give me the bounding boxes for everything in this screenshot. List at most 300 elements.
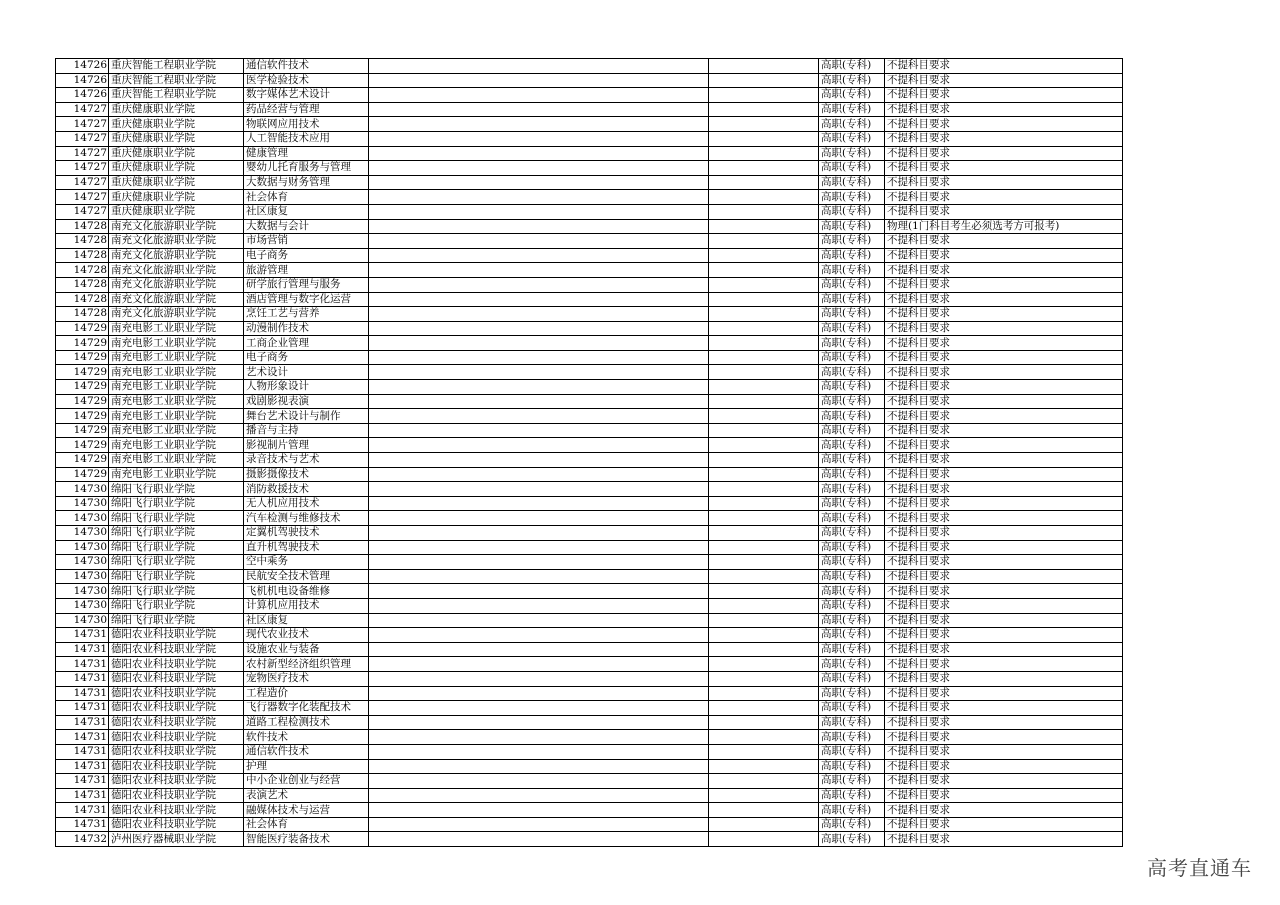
row-school-cell: 南充文化旅游职业学院 xyxy=(109,292,244,307)
watermark-text: 高考直通车 xyxy=(1147,856,1252,880)
row-blank-cell xyxy=(709,102,819,117)
table-row xyxy=(56,686,1123,701)
row-blank-cell xyxy=(709,496,819,511)
table-row xyxy=(56,540,1123,555)
table-row xyxy=(56,438,1123,453)
row-blank-cell xyxy=(369,307,709,322)
row-code-cell: 14729 xyxy=(56,423,109,438)
row-requirement-cell: 不提科目要求 xyxy=(885,409,1123,424)
table-row xyxy=(56,555,1123,570)
row-code-cell: 14729 xyxy=(56,350,109,365)
row-level-cell: 高职(专科) xyxy=(819,744,885,759)
row-level-cell: 高职(专科) xyxy=(819,686,885,701)
row-school-cell: 德阳农业科技职业学院 xyxy=(109,803,244,818)
row-level-cell: 高职(专科) xyxy=(819,482,885,497)
row-school-cell: 德阳农业科技职业学院 xyxy=(109,642,244,657)
row-blank-cell xyxy=(709,511,819,526)
row-requirement-cell: 不提科目要求 xyxy=(885,438,1123,453)
row-requirement-cell: 不提科目要求 xyxy=(885,569,1123,584)
row-school-cell: 重庆健康职业学院 xyxy=(109,204,244,219)
row-school-cell: 绵阳飞行职业学院 xyxy=(109,526,244,541)
row-requirement-cell: 不提科目要求 xyxy=(885,175,1123,190)
row-requirement-cell: 不提科目要求 xyxy=(885,628,1123,643)
row-code-cell: 14728 xyxy=(56,219,109,234)
row-level-cell: 高职(专科) xyxy=(819,788,885,803)
row-major-cell: 录音技术与艺术 xyxy=(244,453,369,468)
row-blank-cell xyxy=(369,686,709,701)
table-row xyxy=(56,161,1123,176)
row-school-cell: 重庆健康职业学院 xyxy=(109,131,244,146)
row-school-cell: 德阳农业科技职业学院 xyxy=(109,671,244,686)
row-requirement-cell: 不提科目要求 xyxy=(885,482,1123,497)
row-requirement-cell: 不提科目要求 xyxy=(885,59,1123,74)
row-major-cell: 戏剧影视表演 xyxy=(244,394,369,409)
row-blank-cell xyxy=(709,307,819,322)
row-major-cell: 社区康复 xyxy=(244,204,369,219)
row-level-cell: 高职(专科) xyxy=(819,496,885,511)
row-major-cell: 大数据与财务管理 xyxy=(244,175,369,190)
row-requirement-cell: 不提科目要求 xyxy=(885,788,1123,803)
row-school-cell: 重庆健康职业学院 xyxy=(109,190,244,205)
table-row xyxy=(56,759,1123,774)
row-code-cell: 14730 xyxy=(56,482,109,497)
table-row xyxy=(56,365,1123,380)
row-blank-cell xyxy=(709,161,819,176)
row-blank-cell xyxy=(709,409,819,424)
row-major-cell: 民航安全技术管理 xyxy=(244,569,369,584)
row-blank-cell xyxy=(369,336,709,351)
row-code-cell: 14728 xyxy=(56,277,109,292)
table-row xyxy=(56,88,1123,103)
row-blank-cell xyxy=(369,453,709,468)
row-blank-cell xyxy=(709,482,819,497)
row-requirement-cell: 不提科目要求 xyxy=(885,467,1123,482)
row-requirement-cell: 不提科目要求 xyxy=(885,248,1123,263)
row-school-cell: 绵阳飞行职业学院 xyxy=(109,540,244,555)
row-code-cell: 14727 xyxy=(56,190,109,205)
row-requirement-cell: 不提科目要求 xyxy=(885,598,1123,613)
row-blank-cell xyxy=(369,409,709,424)
row-code-cell: 14731 xyxy=(56,701,109,716)
row-blank-cell xyxy=(369,175,709,190)
row-level-cell: 高职(专科) xyxy=(819,467,885,482)
row-blank-cell xyxy=(709,686,819,701)
table-row xyxy=(56,146,1123,161)
row-major-cell: 市场营销 xyxy=(244,234,369,249)
row-code-cell: 14731 xyxy=(56,803,109,818)
row-blank-cell xyxy=(709,219,819,234)
row-blank-cell xyxy=(709,59,819,74)
row-school-cell: 重庆健康职业学院 xyxy=(109,102,244,117)
row-blank-cell xyxy=(369,803,709,818)
row-school-cell: 南充电影工业职业学院 xyxy=(109,423,244,438)
row-level-cell: 高职(专科) xyxy=(819,59,885,74)
row-requirement-cell: 不提科目要求 xyxy=(885,774,1123,789)
table-row xyxy=(56,219,1123,234)
row-level-cell: 高职(专科) xyxy=(819,365,885,380)
table-row xyxy=(56,394,1123,409)
row-school-cell: 南充文化旅游职业学院 xyxy=(109,248,244,263)
row-blank-cell xyxy=(709,394,819,409)
row-code-cell: 14727 xyxy=(56,131,109,146)
row-major-cell: 护理 xyxy=(244,759,369,774)
row-code-cell: 14728 xyxy=(56,248,109,263)
row-school-cell: 南充文化旅游职业学院 xyxy=(109,219,244,234)
row-requirement-cell: 不提科目要求 xyxy=(885,88,1123,103)
row-code-cell: 14731 xyxy=(56,628,109,643)
row-code-cell: 14729 xyxy=(56,438,109,453)
row-blank-cell xyxy=(709,540,819,555)
row-school-cell: 德阳农业科技职业学院 xyxy=(109,744,244,759)
table-row xyxy=(56,803,1123,818)
row-school-cell: 重庆健康职业学院 xyxy=(109,146,244,161)
row-blank-cell xyxy=(709,642,819,657)
row-requirement-cell: 不提科目要求 xyxy=(885,496,1123,511)
row-code-cell: 14731 xyxy=(56,788,109,803)
row-major-cell: 物联网应用技术 xyxy=(244,117,369,132)
row-major-cell: 艺术设计 xyxy=(244,365,369,380)
row-major-cell: 道路工程检测技术 xyxy=(244,715,369,730)
row-requirement-cell: 不提科目要求 xyxy=(885,277,1123,292)
row-school-cell: 南充文化旅游职业学院 xyxy=(109,277,244,292)
table-row xyxy=(56,59,1123,74)
row-school-cell: 南充电影工业职业学院 xyxy=(109,350,244,365)
row-code-cell: 14730 xyxy=(56,613,109,628)
row-requirement-cell: 不提科目要求 xyxy=(885,613,1123,628)
table-row xyxy=(56,453,1123,468)
row-blank-cell xyxy=(369,204,709,219)
row-level-cell: 高职(专科) xyxy=(819,204,885,219)
row-blank-cell xyxy=(369,730,709,745)
row-requirement-cell: 不提科目要求 xyxy=(885,526,1123,541)
row-code-cell: 14729 xyxy=(56,453,109,468)
row-blank-cell xyxy=(369,584,709,599)
table-row xyxy=(56,467,1123,482)
table-row xyxy=(56,788,1123,803)
table-row xyxy=(56,423,1123,438)
row-school-cell: 绵阳飞行职业学院 xyxy=(109,598,244,613)
row-school-cell: 德阳农业科技职业学院 xyxy=(109,730,244,745)
table-row xyxy=(56,657,1123,672)
table-row xyxy=(56,511,1123,526)
row-code-cell: 14730 xyxy=(56,555,109,570)
row-major-cell: 健康管理 xyxy=(244,146,369,161)
row-requirement-cell: 不提科目要求 xyxy=(885,292,1123,307)
row-blank-cell xyxy=(709,832,819,847)
row-blank-cell xyxy=(369,146,709,161)
row-major-cell: 通信软件技术 xyxy=(244,744,369,759)
row-requirement-cell: 不提科目要求 xyxy=(885,190,1123,205)
row-code-cell: 14731 xyxy=(56,730,109,745)
row-major-cell: 设施农业与装备 xyxy=(244,642,369,657)
table-row xyxy=(56,73,1123,88)
row-code-cell: 14731 xyxy=(56,744,109,759)
row-major-cell: 播音与主持 xyxy=(244,423,369,438)
row-major-cell: 婴幼儿托育服务与管理 xyxy=(244,161,369,176)
row-requirement-cell: 不提科目要求 xyxy=(885,307,1123,322)
row-code-cell: 14730 xyxy=(56,569,109,584)
row-level-cell: 高职(专科) xyxy=(819,190,885,205)
row-code-cell: 14730 xyxy=(56,584,109,599)
row-code-cell: 14727 xyxy=(56,161,109,176)
row-requirement-cell: 不提科目要求 xyxy=(885,511,1123,526)
row-blank-cell xyxy=(709,336,819,351)
row-major-cell: 医学检验技术 xyxy=(244,73,369,88)
row-level-cell: 高职(专科) xyxy=(819,715,885,730)
row-school-cell: 重庆智能工程职业学院 xyxy=(109,59,244,74)
row-major-cell: 摄影摄像技术 xyxy=(244,467,369,482)
row-requirement-cell: 不提科目要求 xyxy=(885,423,1123,438)
row-requirement-cell: 不提科目要求 xyxy=(885,730,1123,745)
row-blank-cell xyxy=(369,219,709,234)
row-code-cell: 14729 xyxy=(56,336,109,351)
row-code-cell: 14727 xyxy=(56,102,109,117)
row-blank-cell xyxy=(369,117,709,132)
row-level-cell: 高职(专科) xyxy=(819,350,885,365)
row-blank-cell xyxy=(709,657,819,672)
row-blank-cell xyxy=(709,555,819,570)
table-row xyxy=(56,307,1123,322)
row-level-cell: 高职(专科) xyxy=(819,336,885,351)
row-blank-cell xyxy=(709,350,819,365)
row-blank-cell xyxy=(709,817,819,832)
row-blank-cell xyxy=(369,365,709,380)
row-school-cell: 南充文化旅游职业学院 xyxy=(109,234,244,249)
row-major-cell: 旅游管理 xyxy=(244,263,369,278)
row-major-cell: 数字媒体艺术设计 xyxy=(244,88,369,103)
row-school-cell: 德阳农业科技职业学院 xyxy=(109,788,244,803)
row-level-cell: 高职(专科) xyxy=(819,526,885,541)
row-major-cell: 无人机应用技术 xyxy=(244,496,369,511)
table-row xyxy=(56,598,1123,613)
row-blank-cell xyxy=(709,598,819,613)
row-school-cell: 重庆智能工程职业学院 xyxy=(109,73,244,88)
row-code-cell: 14729 xyxy=(56,321,109,336)
row-requirement-cell: 不提科目要求 xyxy=(885,131,1123,146)
row-level-cell: 高职(专科) xyxy=(819,248,885,263)
row-school-cell: 德阳农业科技职业学院 xyxy=(109,759,244,774)
row-school-cell: 绵阳飞行职业学院 xyxy=(109,555,244,570)
row-school-cell: 南充电影工业职业学院 xyxy=(109,409,244,424)
row-major-cell: 飞机机电设备维修 xyxy=(244,584,369,599)
row-code-cell: 14731 xyxy=(56,642,109,657)
row-school-cell: 重庆健康职业学院 xyxy=(109,117,244,132)
row-school-cell: 南充电影工业职业学院 xyxy=(109,467,244,482)
row-requirement-cell: 不提科目要求 xyxy=(885,759,1123,774)
row-blank-cell xyxy=(709,321,819,336)
row-code-cell: 14727 xyxy=(56,117,109,132)
row-level-cell: 高职(专科) xyxy=(819,759,885,774)
row-blank-cell xyxy=(369,832,709,847)
row-blank-cell xyxy=(369,277,709,292)
row-blank-cell xyxy=(709,671,819,686)
row-code-cell: 14727 xyxy=(56,146,109,161)
row-blank-cell xyxy=(709,146,819,161)
row-code-cell: 14731 xyxy=(56,686,109,701)
row-blank-cell xyxy=(709,190,819,205)
row-major-cell: 现代农业技术 xyxy=(244,628,369,643)
row-requirement-cell: 不提科目要求 xyxy=(885,715,1123,730)
row-blank-cell xyxy=(369,263,709,278)
row-requirement-cell: 不提科目要求 xyxy=(885,117,1123,132)
row-major-cell: 药品经营与管理 xyxy=(244,102,369,117)
row-level-cell: 高职(专科) xyxy=(819,263,885,278)
row-blank-cell xyxy=(709,380,819,395)
row-blank-cell xyxy=(369,73,709,88)
row-blank-cell xyxy=(369,161,709,176)
row-blank-cell xyxy=(369,526,709,541)
row-code-cell: 14731 xyxy=(56,657,109,672)
row-blank-cell xyxy=(369,657,709,672)
row-blank-cell xyxy=(709,701,819,716)
row-code-cell: 14728 xyxy=(56,292,109,307)
row-code-cell: 14726 xyxy=(56,73,109,88)
table-row xyxy=(56,292,1123,307)
row-level-cell: 高职(专科) xyxy=(819,234,885,249)
row-level-cell: 高职(专科) xyxy=(819,832,885,847)
row-school-cell: 南充电影工业职业学院 xyxy=(109,438,244,453)
row-blank-cell xyxy=(709,467,819,482)
row-level-cell: 高职(专科) xyxy=(819,73,885,88)
row-major-cell: 通信软件技术 xyxy=(244,59,369,74)
row-blank-cell xyxy=(369,482,709,497)
row-requirement-cell: 不提科目要求 xyxy=(885,146,1123,161)
row-level-cell: 高职(专科) xyxy=(819,774,885,789)
row-blank-cell xyxy=(369,467,709,482)
row-code-cell: 14731 xyxy=(56,817,109,832)
row-requirement-cell: 不提科目要求 xyxy=(885,686,1123,701)
row-requirement-cell: 不提科目要求 xyxy=(885,73,1123,88)
row-major-cell: 舞台艺术设计与制作 xyxy=(244,409,369,424)
row-level-cell: 高职(专科) xyxy=(819,642,885,657)
row-level-cell: 高职(专科) xyxy=(819,161,885,176)
row-school-cell: 绵阳飞行职业学院 xyxy=(109,496,244,511)
row-blank-cell xyxy=(369,131,709,146)
row-code-cell: 14730 xyxy=(56,526,109,541)
row-major-cell: 软件技术 xyxy=(244,730,369,745)
row-requirement-cell: 不提科目要求 xyxy=(885,234,1123,249)
table-row xyxy=(56,817,1123,832)
table-row xyxy=(56,204,1123,219)
row-major-cell: 影视制片管理 xyxy=(244,438,369,453)
row-level-cell: 高职(专科) xyxy=(819,409,885,424)
row-school-cell: 德阳农业科技职业学院 xyxy=(109,715,244,730)
row-code-cell: 14731 xyxy=(56,715,109,730)
row-school-cell: 南充文化旅游职业学院 xyxy=(109,307,244,322)
row-blank-cell xyxy=(709,234,819,249)
row-code-cell: 14729 xyxy=(56,409,109,424)
row-blank-cell xyxy=(369,350,709,365)
row-level-cell: 高职(专科) xyxy=(819,511,885,526)
row-level-cell: 高职(专科) xyxy=(819,277,885,292)
row-blank-cell xyxy=(369,394,709,409)
row-blank-cell xyxy=(369,613,709,628)
row-blank-cell xyxy=(369,569,709,584)
table-row xyxy=(56,584,1123,599)
row-blank-cell xyxy=(369,423,709,438)
row-major-cell: 融媒体技术与运营 xyxy=(244,803,369,818)
table-row xyxy=(56,569,1123,584)
row-blank-cell xyxy=(709,744,819,759)
row-school-cell: 绵阳飞行职业学院 xyxy=(109,613,244,628)
row-requirement-cell: 不提科目要求 xyxy=(885,642,1123,657)
row-requirement-cell: 不提科目要求 xyxy=(885,336,1123,351)
table-row xyxy=(56,744,1123,759)
row-blank-cell xyxy=(709,131,819,146)
table-row xyxy=(56,701,1123,716)
row-school-cell: 重庆健康职业学院 xyxy=(109,161,244,176)
table-row xyxy=(56,628,1123,643)
row-level-cell: 高职(专科) xyxy=(819,671,885,686)
row-school-cell: 南充电影工业职业学院 xyxy=(109,394,244,409)
row-requirement-cell: 不提科目要求 xyxy=(885,832,1123,847)
row-blank-cell xyxy=(709,730,819,745)
row-blank-cell xyxy=(369,701,709,716)
row-level-cell: 高职(专科) xyxy=(819,584,885,599)
row-blank-cell xyxy=(709,774,819,789)
row-code-cell: 14728 xyxy=(56,234,109,249)
row-major-cell: 研学旅行管理与服务 xyxy=(244,277,369,292)
table-row xyxy=(56,321,1123,336)
row-level-cell: 高职(专科) xyxy=(819,307,885,322)
table-row xyxy=(56,263,1123,278)
row-requirement-cell: 不提科目要求 xyxy=(885,540,1123,555)
row-requirement-cell: 不提科目要求 xyxy=(885,365,1123,380)
table-row xyxy=(56,832,1123,847)
row-major-cell: 社会体育 xyxy=(244,190,369,205)
row-requirement-cell: 不提科目要求 xyxy=(885,701,1123,716)
row-blank-cell xyxy=(709,628,819,643)
table-row xyxy=(56,350,1123,365)
row-major-cell: 中小企业创业与经营 xyxy=(244,774,369,789)
row-major-cell: 表演艺术 xyxy=(244,788,369,803)
row-code-cell: 14726 xyxy=(56,59,109,74)
table-row xyxy=(56,234,1123,249)
row-blank-cell xyxy=(709,73,819,88)
row-blank-cell xyxy=(369,642,709,657)
admission-table xyxy=(55,58,1123,847)
row-school-cell: 绵阳飞行职业学院 xyxy=(109,511,244,526)
row-code-cell: 14732 xyxy=(56,832,109,847)
table-row xyxy=(56,526,1123,541)
row-blank-cell xyxy=(369,321,709,336)
row-blank-cell xyxy=(369,555,709,570)
row-requirement-cell: 不提科目要求 xyxy=(885,380,1123,395)
row-blank-cell xyxy=(709,526,819,541)
row-blank-cell xyxy=(369,190,709,205)
row-major-cell: 动漫制作技术 xyxy=(244,321,369,336)
row-requirement-cell: 不提科目要求 xyxy=(885,803,1123,818)
row-school-cell: 德阳农业科技职业学院 xyxy=(109,701,244,716)
row-blank-cell xyxy=(709,175,819,190)
row-level-cell: 高职(专科) xyxy=(819,394,885,409)
row-school-cell: 重庆健康职业学院 xyxy=(109,175,244,190)
row-requirement-cell: 不提科目要求 xyxy=(885,671,1123,686)
row-level-cell: 高职(专科) xyxy=(819,438,885,453)
table-row xyxy=(56,496,1123,511)
table-row xyxy=(56,131,1123,146)
row-level-cell: 高职(专科) xyxy=(819,730,885,745)
row-major-cell: 智能医疗装备技术 xyxy=(244,832,369,847)
row-blank-cell xyxy=(369,234,709,249)
row-blank-cell xyxy=(709,248,819,263)
table-row xyxy=(56,730,1123,745)
table-row xyxy=(56,715,1123,730)
row-school-cell: 德阳农业科技职业学院 xyxy=(109,817,244,832)
row-blank-cell xyxy=(709,117,819,132)
row-school-cell: 德阳农业科技职业学院 xyxy=(109,628,244,643)
table-row xyxy=(56,380,1123,395)
